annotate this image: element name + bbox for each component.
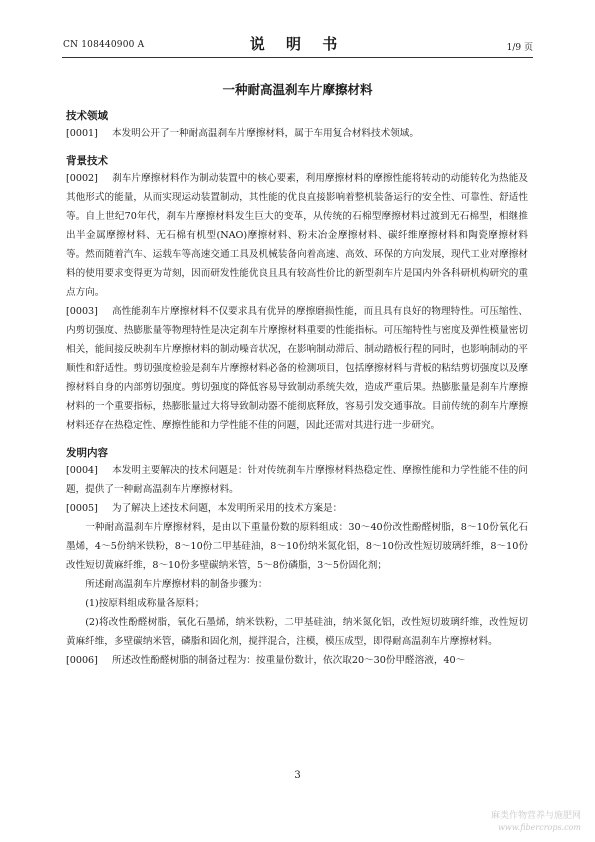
paragraph-number: [0006] [66, 655, 98, 666]
paragraph-0004 [66, 461, 528, 499]
preparation-step-2: (2)将改性酚醛树脂，氧化石墨烯，纳米铁粉，二甲基硅油，纳米氮化铝，改性短切玻璃纤维，改性短切黄麻纤维，多壁碳纳米管，磷脂和固化剂，搅拌混合，注模，模压成型，即得耐高温刹车片摩擦材料。 [66, 617, 528, 647]
paragraph-text: 本发明公开了一种耐高温刹车片摩擦材料，属于车用复合材料技术领域。 [112, 128, 419, 139]
paragraph-text: 所述改性酚醛树脂的制备过程为：按重量份数计，依次取20～30份甲醛溶液，40～ [112, 655, 466, 666]
page-number: 3 [294, 770, 301, 781]
paragraph-number: [0001] [66, 128, 98, 139]
patent-number: CN 108440900 A [63, 40, 145, 50]
header-rule [62, 57, 533, 58]
paragraph-0001 [66, 124, 528, 143]
section-heading-tech-field: 技术领域 [66, 110, 108, 122]
preparation-step-1: (1)按原料组成称量各原料； [85, 598, 205, 609]
paragraph-text: 高性能刹车片摩擦材料不仅要求具有优异的摩擦磨损性能，而且具有良好的物理特性。可压缩性、内剪切强度、热膨胀量等物理特性是决定刹车片摩擦材料重要的性能指标。可压缩特性与密度及弹性模量密切相关，能间接反映刹车片摩擦材料的制动噪音状况，在影响制动滞后、制动踏板行程的同时，也影响制动的平顺性和舒适性。剪切强度检验是刹车片摩擦材料必备的检测项目，包括摩擦材料与背板的粘结剪切强度以及摩擦材料自身的内部剪切强度。剪切强度的降低容易导致制动系统失效，造成严重后果。热膨胀量是刹车片摩擦材料的一个重要指标，热膨胀量过大将导致制动器不能彻底释放，容易引发交通事故。目前传统的刹车片摩擦材料还存在热稳定性、摩擦性能和力学性能不佳的问题，因此还需对其进行进一步研究。 [66, 306, 528, 431]
paragraph-0003 [66, 302, 528, 435]
document-body [66, 108, 528, 670]
paragraph-text: 为了解决上述技术问题，本发明所采用的技术方案是： [112, 503, 343, 514]
section-heading-invention: 发明内容 [66, 447, 108, 459]
paragraph-0006 [66, 651, 528, 670]
paragraph-number: [0002] [66, 173, 98, 184]
document-type: 说 明 书 [249, 35, 346, 53]
paragraph-number: [0004] [66, 465, 98, 476]
site-watermark [441, 810, 581, 834]
paragraph-text: 刹车片摩擦材料作为制动装置中的核心要素，利用摩擦材料的摩擦性能将转动的动能转化为热能及其他形式的能量，从而实现运动装置制动，其性能的优良直接影响着整机装备运行的安全性、可靠性、舒适性等。自上世纪70年代，刹车片摩擦材料发生巨大的变革，从传统的石棉型摩擦材料过渡到无石棉型，相继推出半金属摩擦材料、无石棉有机型(NAO)摩擦材料、粉末冶金摩擦材料、碳纤维摩擦材料和陶瓷摩擦材料等。然而随着汽车、运载车等高速交通工具及机械装备向着高速、高效、环保的方向发展，现代工业对摩擦材料的使用要求变得更为苛刻，因而研发性能优良且具有较高性价比的新型刹车片是国内外各科研机构研究的重点方向。 [66, 173, 528, 298]
paragraph-0005 [66, 499, 528, 518]
claim-composition: 一种耐高温刹车片摩擦材料，是由以下重量份数的原料组成：30～40份改性酚醛树脂，8～10份氧化石墨烯，4～5份纳米铁粉，8～10份二甲基硅油，8～10份纳米氮化铝，8～10份改性短切玻璃纤维，8～10份改性短切黄麻纤维，8～10份多壁碳纳米管，5～8份磷脂，3～5份固化剂； [66, 522, 528, 571]
paragraph-0002 [66, 169, 528, 302]
watermark-url: www.fibercrops.com [498, 823, 581, 832]
page-info: 1/9 页 [506, 43, 533, 53]
section-heading-background: 背景技术 [66, 155, 108, 167]
paragraph-number: [0003] [66, 306, 98, 317]
preparation-intro: 所述耐高温刹车片摩擦材料的制备步骤为： [85, 579, 268, 590]
watermark-title: 麻类作物营养与施肥网 [490, 811, 581, 821]
document-title: 一种耐高温刹车片摩擦材料 [222, 82, 373, 97]
paragraph-text: 本发明主要解决的技术问题是：针对传统刹车片摩擦材料热稳定性、摩擦性能和力学性能不佳的问题，提供了一种耐高温刹车片摩擦材料。 [66, 465, 528, 495]
paragraph-number: [0005] [66, 503, 98, 514]
